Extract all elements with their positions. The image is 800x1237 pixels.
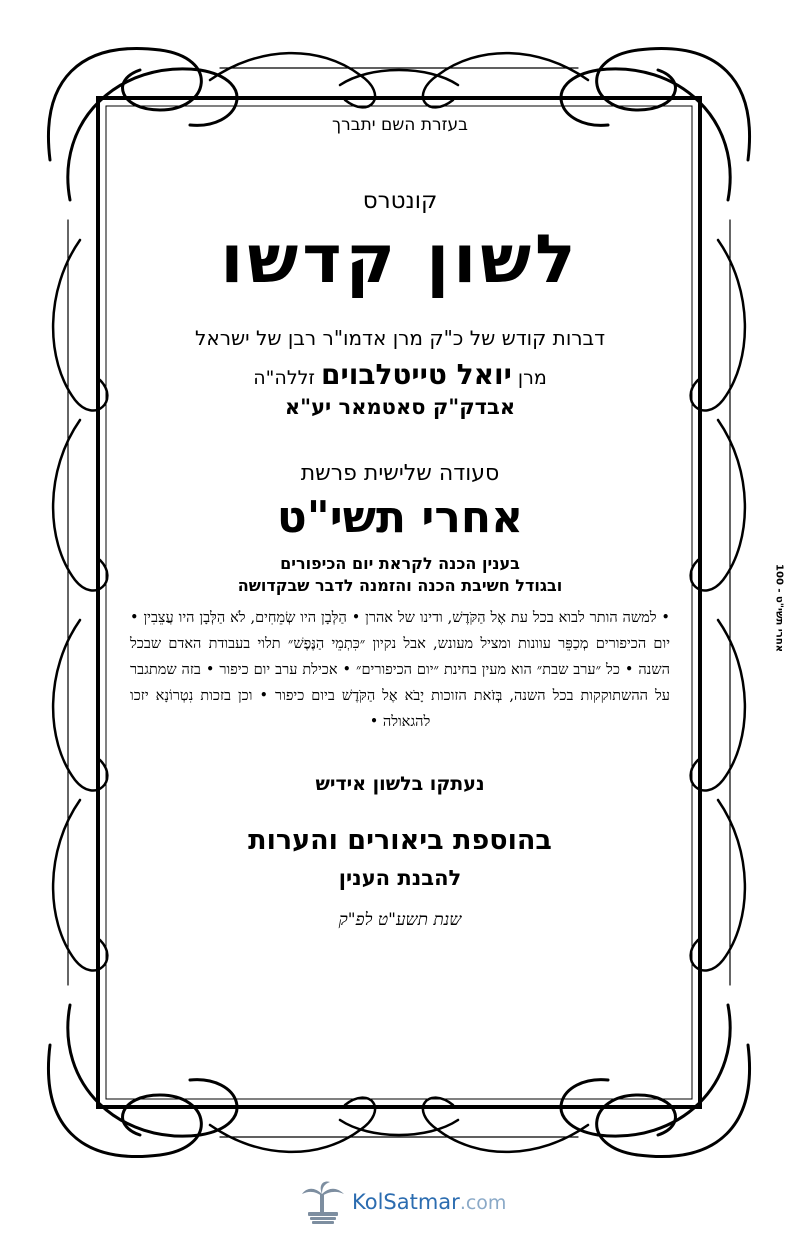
logo-domain: .com (459, 1192, 507, 1214)
side-label (764, 548, 794, 668)
summary-paragraph: • למשה הותר לבוא בכל עת אֶל הַקֹּדֶשׁ, ודינו של אהרן • הַלְּבָן היו שְׂמֵחִים, לֹא הַלְּבָן היו עֲצֵבִין • יום הכיפורים מְכַפֵּר עוונות ומציל מעונש, אבל נקיון ״כִּתְמֵי הַנֶּפֶשׁ״ תלוי בעבודת האדם שבכל השנה • כל ״ערב שבת״ הוא מעין בחינת ״יום הכיפורים״ • אכילת ערב יום כיפור • בזה שמתגבר על ההשתוקקות בכל השנה, בְּזֹאת הזוכות יָבֹא אֶל הַקֹּדֶשׁ ביום כיפור • וכן בזכות נִטְרוֹנָא יזכו להגאולה • (130, 610, 670, 730)
publication-year: שנת תשע"ט לפ"ק (338, 910, 462, 930)
zll-label: זללה"ה (253, 367, 315, 389)
additions-subtitle: להבנת הענין (338, 866, 462, 890)
palm-tree-icon (300, 1180, 346, 1226)
logo-name: KolSatmar (352, 1190, 460, 1214)
kuntres-label: קונטרס (362, 188, 438, 214)
translation-note: נעתקו בלשון אידיש (315, 773, 485, 795)
speaker-name-line (120, 358, 680, 391)
subject-line-2: ובגודל חשיבת הכנה והזמנה לדבר שבקדושה (237, 576, 563, 595)
main-title: לשון קדשו (220, 220, 580, 298)
parsha-title: אחרי תשי"ט (276, 492, 524, 543)
logo-text (352, 1190, 506, 1214)
additions-title: בהוספת ביאורים והערות (248, 825, 552, 856)
occasion-label: סעודה שלישית פרשת (300, 461, 500, 486)
title-page-content (120, 95, 680, 930)
kolsatmar-logo[interactable] (300, 1180, 540, 1226)
blessing-header: בעזרת השם יתברך (332, 115, 468, 135)
maran-label: מרן (517, 367, 547, 389)
side-label-text: אחרי תשי"ט - 100 (773, 564, 785, 652)
speaker-title: אבדק"ק סאטמאר יע"א (284, 395, 516, 419)
speaker-name: יואל טייטלבוים (321, 358, 512, 391)
subject-line-1: בענין הכנה לקראת יום הכיפורים (280, 554, 520, 573)
speaker-intro: דברות קודש של כ"ק מרן אדמו"ר רבן של ישראל (194, 326, 606, 350)
